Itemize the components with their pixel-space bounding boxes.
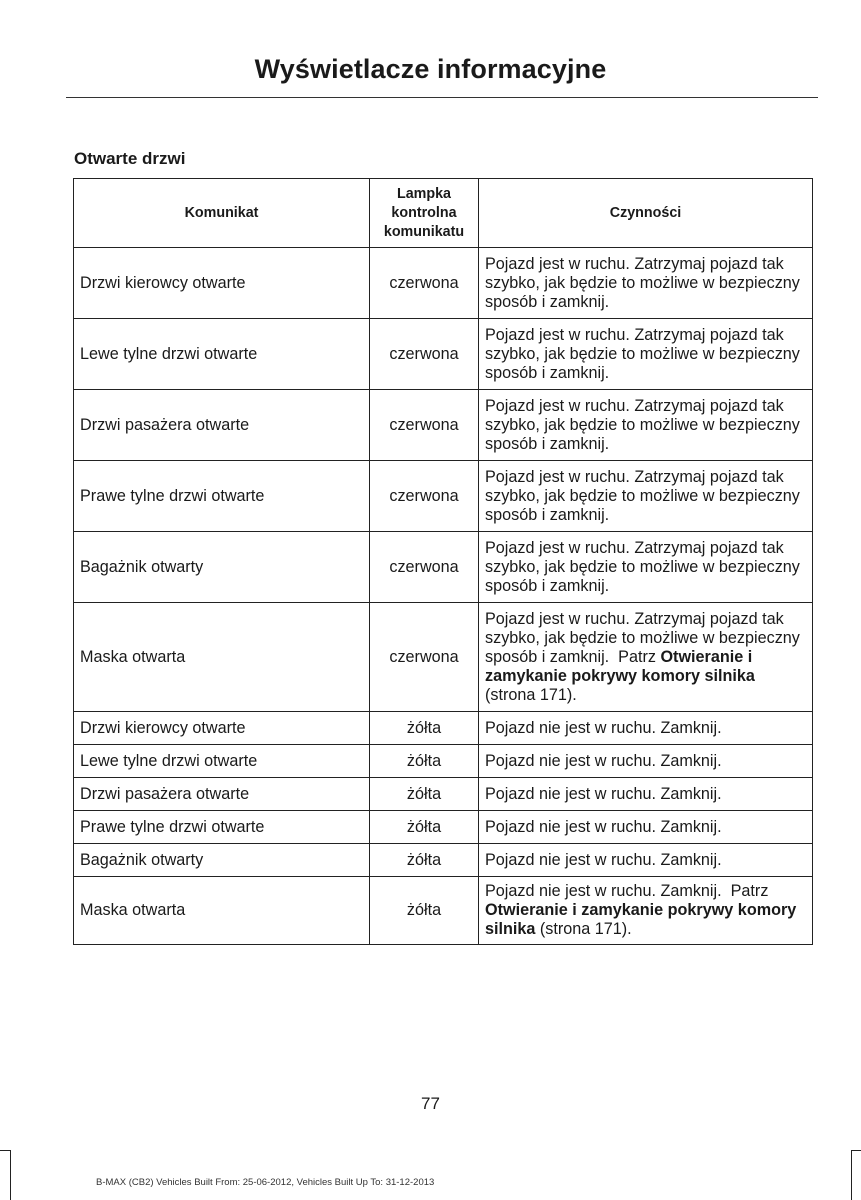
- lamp-cell: żółta: [370, 712, 479, 745]
- page-reference: (strona 171).: [485, 685, 577, 704]
- action-text: Pojazd jest w ruchu. Zatrzymaj pojazd tak szybko, jak będzie to możliwe w bezpieczny sposób i zamknij.: [485, 609, 800, 666]
- message-cell: Drzwi pasażera otwarte: [74, 778, 370, 811]
- lamp-cell: żółta: [370, 745, 479, 778]
- cross-reference-link[interactable]: Otwieranie i zamykanie pokrywy komory silnika: [485, 647, 755, 685]
- title-divider: [66, 97, 818, 98]
- lamp-cell: czerwona: [370, 532, 479, 603]
- lamp-cell: żółta: [370, 811, 479, 844]
- table-row: [74, 603, 813, 712]
- action-cell: Pojazd nie jest w ruchu. Zamknij.: [479, 745, 813, 778]
- action-cell: Pojazd nie jest w ruchu. Zamknij.: [479, 712, 813, 745]
- table-row: [74, 319, 813, 390]
- message-cell: Lewe tylne drzwi otwarte: [74, 745, 370, 778]
- message-cell: Bagażnik otwarty: [74, 844, 370, 877]
- section-heading: Otwarte drzwi: [74, 149, 186, 168]
- action-text: Pojazd nie jest w ruchu. Zamknij.: [485, 882, 722, 900]
- crop-mark-left-horizontal: [0, 1150, 10, 1151]
- lamp-cell: żółta: [370, 778, 479, 811]
- message-cell: Bagażnik otwarty: [74, 532, 370, 603]
- table-row: [74, 844, 813, 877]
- crop-mark-right: [851, 1150, 852, 1200]
- table-row: [74, 461, 813, 532]
- lamp-cell: czerwona: [370, 461, 479, 532]
- page-title: Wyświetlacze informacyjne: [254, 54, 607, 84]
- action-cell: Pojazd jest w ruchu. Zatrzymaj pojazd tak szybko, jak będzie to możliwe w bezpieczny sposób i zamknij.: [479, 461, 813, 532]
- lamp-cell: czerwona: [370, 603, 479, 712]
- action-cell: Pojazd jest w ruchu. Zatrzymaj pojazd tak szybko, jak będzie to możliwe w bezpieczny sposób i zamknij.: [479, 319, 813, 390]
- table-row: [74, 248, 813, 319]
- header-action: Czynności: [479, 179, 813, 248]
- table-row: [74, 778, 813, 811]
- table-row: [74, 390, 813, 461]
- see-prefix: Patrz: [730, 882, 769, 900]
- action-cell: Pojazd nie jest w ruchu. Zamknij.: [479, 844, 813, 877]
- message-cell: Lewe tylne drzwi otwarte: [74, 319, 370, 390]
- table-row: [74, 532, 813, 603]
- action-cell: Pojazd jest w ruchu. Zatrzymaj pojazd tak szybko, jak będzie to możliwe w bezpieczny sposób i zamknij.: [479, 532, 813, 603]
- message-cell: Drzwi kierowcy otwarte: [74, 248, 370, 319]
- table-header-row: [74, 179, 813, 248]
- page-reference: (strona 171).: [539, 920, 632, 938]
- lamp-cell: żółta: [370, 844, 479, 877]
- lamp-cell: czerwona: [370, 390, 479, 461]
- action-cell: [479, 603, 813, 712]
- action-cell: Pojazd jest w ruchu. Zatrzymaj pojazd tak szybko, jak będzie to możliwe w bezpieczny sposób i zamknij.: [479, 390, 813, 461]
- see-prefix: Patrz: [618, 647, 656, 666]
- action-cell: [479, 877, 813, 945]
- crop-mark-right-horizontal: [851, 1150, 861, 1151]
- cross-reference-link[interactable]: Otwieranie i zamykanie pokrywy komory silnika: [485, 901, 797, 938]
- message-cell: Drzwi pasażera otwarte: [74, 390, 370, 461]
- action-cell: Pojazd nie jest w ruchu. Zamknij.: [479, 811, 813, 844]
- message-cell: Maska otwarta: [74, 877, 370, 945]
- message-cell: Drzwi kierowcy otwarte: [74, 712, 370, 745]
- message-cell: Prawe tylne drzwi otwarte: [74, 811, 370, 844]
- table-row: [74, 745, 813, 778]
- lamp-cell: czerwona: [370, 319, 479, 390]
- footer-vehicle-info: B-MAX (CB2) Vehicles Built From: 25-06-2012, Vehicles Built Up To: 31-12-2013: [96, 1177, 435, 1188]
- table-row: [74, 877, 813, 945]
- message-cell: Maska otwarta: [74, 603, 370, 712]
- header-message: Komunikat: [74, 179, 370, 248]
- page-number: 77: [421, 1094, 440, 1113]
- header-lamp: Lampka kontrolna komunikatu: [370, 179, 479, 248]
- table-row: [74, 712, 813, 745]
- open-doors-table: [73, 178, 813, 945]
- lamp-cell: żółta: [370, 877, 479, 945]
- message-cell: Prawe tylne drzwi otwarte: [74, 461, 370, 532]
- crop-mark-left: [10, 1150, 11, 1200]
- action-cell: Pojazd jest w ruchu. Zatrzymaj pojazd tak szybko, jak będzie to możliwe w bezpieczny sposób i zamknij.: [479, 248, 813, 319]
- lamp-cell: czerwona: [370, 248, 479, 319]
- action-cell: Pojazd nie jest w ruchu. Zamknij.: [479, 778, 813, 811]
- table-row: [74, 811, 813, 844]
